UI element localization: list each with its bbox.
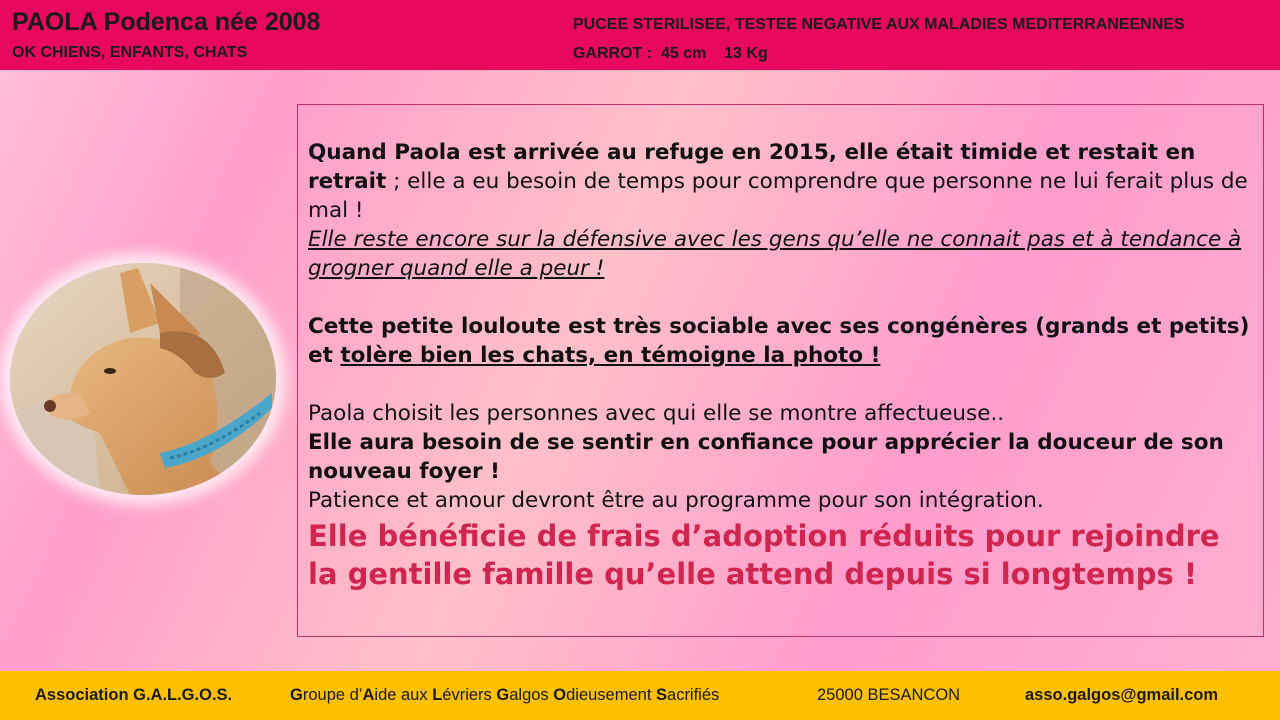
association-name: Association G.A.L.G.O.S. — [35, 686, 233, 704]
arrival-rest: ; elle a eu besoin de temps pour comprendre que personne ne lui ferait plus de mal ! — [308, 169, 1248, 223]
paragraph-arrival — [308, 138, 1258, 225]
paragraph-affection: Paola choisit les personnes avec qui elle se montre affectueuse.. — [308, 401, 1005, 426]
weight-value: 13 Kg — [724, 45, 768, 62]
paragraph-sociable — [308, 312, 1258, 370]
word-rest: dieusement — [566, 686, 656, 704]
association-city: 25000 BESANCON — [817, 686, 961, 704]
dog-photo — [10, 263, 276, 495]
adoption-fee-note: Elle bénéficie de frais d’adoption réduits pour rejoindre la gentille famille qu’elle attend depuis si longtemps ! — [308, 519, 1220, 591]
word-rest: roupe d’ — [302, 686, 363, 704]
initial-g: G — [290, 686, 303, 704]
footer-banner — [0, 671, 1280, 720]
initial-a: A — [362, 686, 375, 704]
initial-g2: G — [496, 686, 510, 704]
paragraph-patience: Patience et amour devront être au programme pour son intégration. — [308, 488, 1044, 513]
page-title: PAOLA Podenca née 2008 — [12, 8, 321, 36]
initial-o: O — [553, 686, 567, 704]
word-rest: ide aux — [374, 686, 433, 704]
header-banner — [0, 0, 1280, 70]
initial-l: L — [432, 686, 443, 704]
association-full-name — [290, 686, 719, 705]
arrival-bold: Quand Paola est arrivée au refuge en 2015, elle était timide et restait en retrait — [308, 140, 1196, 194]
description-text — [308, 138, 1258, 593]
initial-s: S — [656, 686, 668, 704]
health-status-text: PUCEE STERILISEE, TESTEE NEGATIVE AUX MALADIES MEDITERRANEENNES — [573, 16, 1185, 33]
cats-note: tolère bien les chats, en témoigne la photo ! — [340, 343, 881, 368]
contact-email[interactable]: asso.galgos@gmail.com — [1025, 686, 1219, 704]
garrot-label: GARROT : — [573, 45, 653, 62]
defensive-note: Elle reste encore sur la défensive avec les gens qu’elle ne connait pas et à tendance à grogner quand elle a peur ! — [308, 227, 1242, 281]
paragraph-confidence: Elle aura besoin de se sentir en confiance pour apprécier la douceur de son nouveau foyer ! — [308, 430, 1224, 484]
word-rest: évriers — [442, 686, 497, 704]
height-value: 45 cm — [661, 45, 707, 62]
sociable-text: Cette petite louloute est très sociable avec ses congénères (grands et petits) et — [308, 314, 1250, 368]
word-rest: algos — [509, 686, 554, 704]
dog-photo-icon — [10, 263, 276, 495]
word-rest: acrifiés — [667, 686, 720, 704]
size-info — [573, 45, 768, 63]
compatibility-text: OK CHIENS, ENFANTS, CHATS — [12, 44, 248, 61]
